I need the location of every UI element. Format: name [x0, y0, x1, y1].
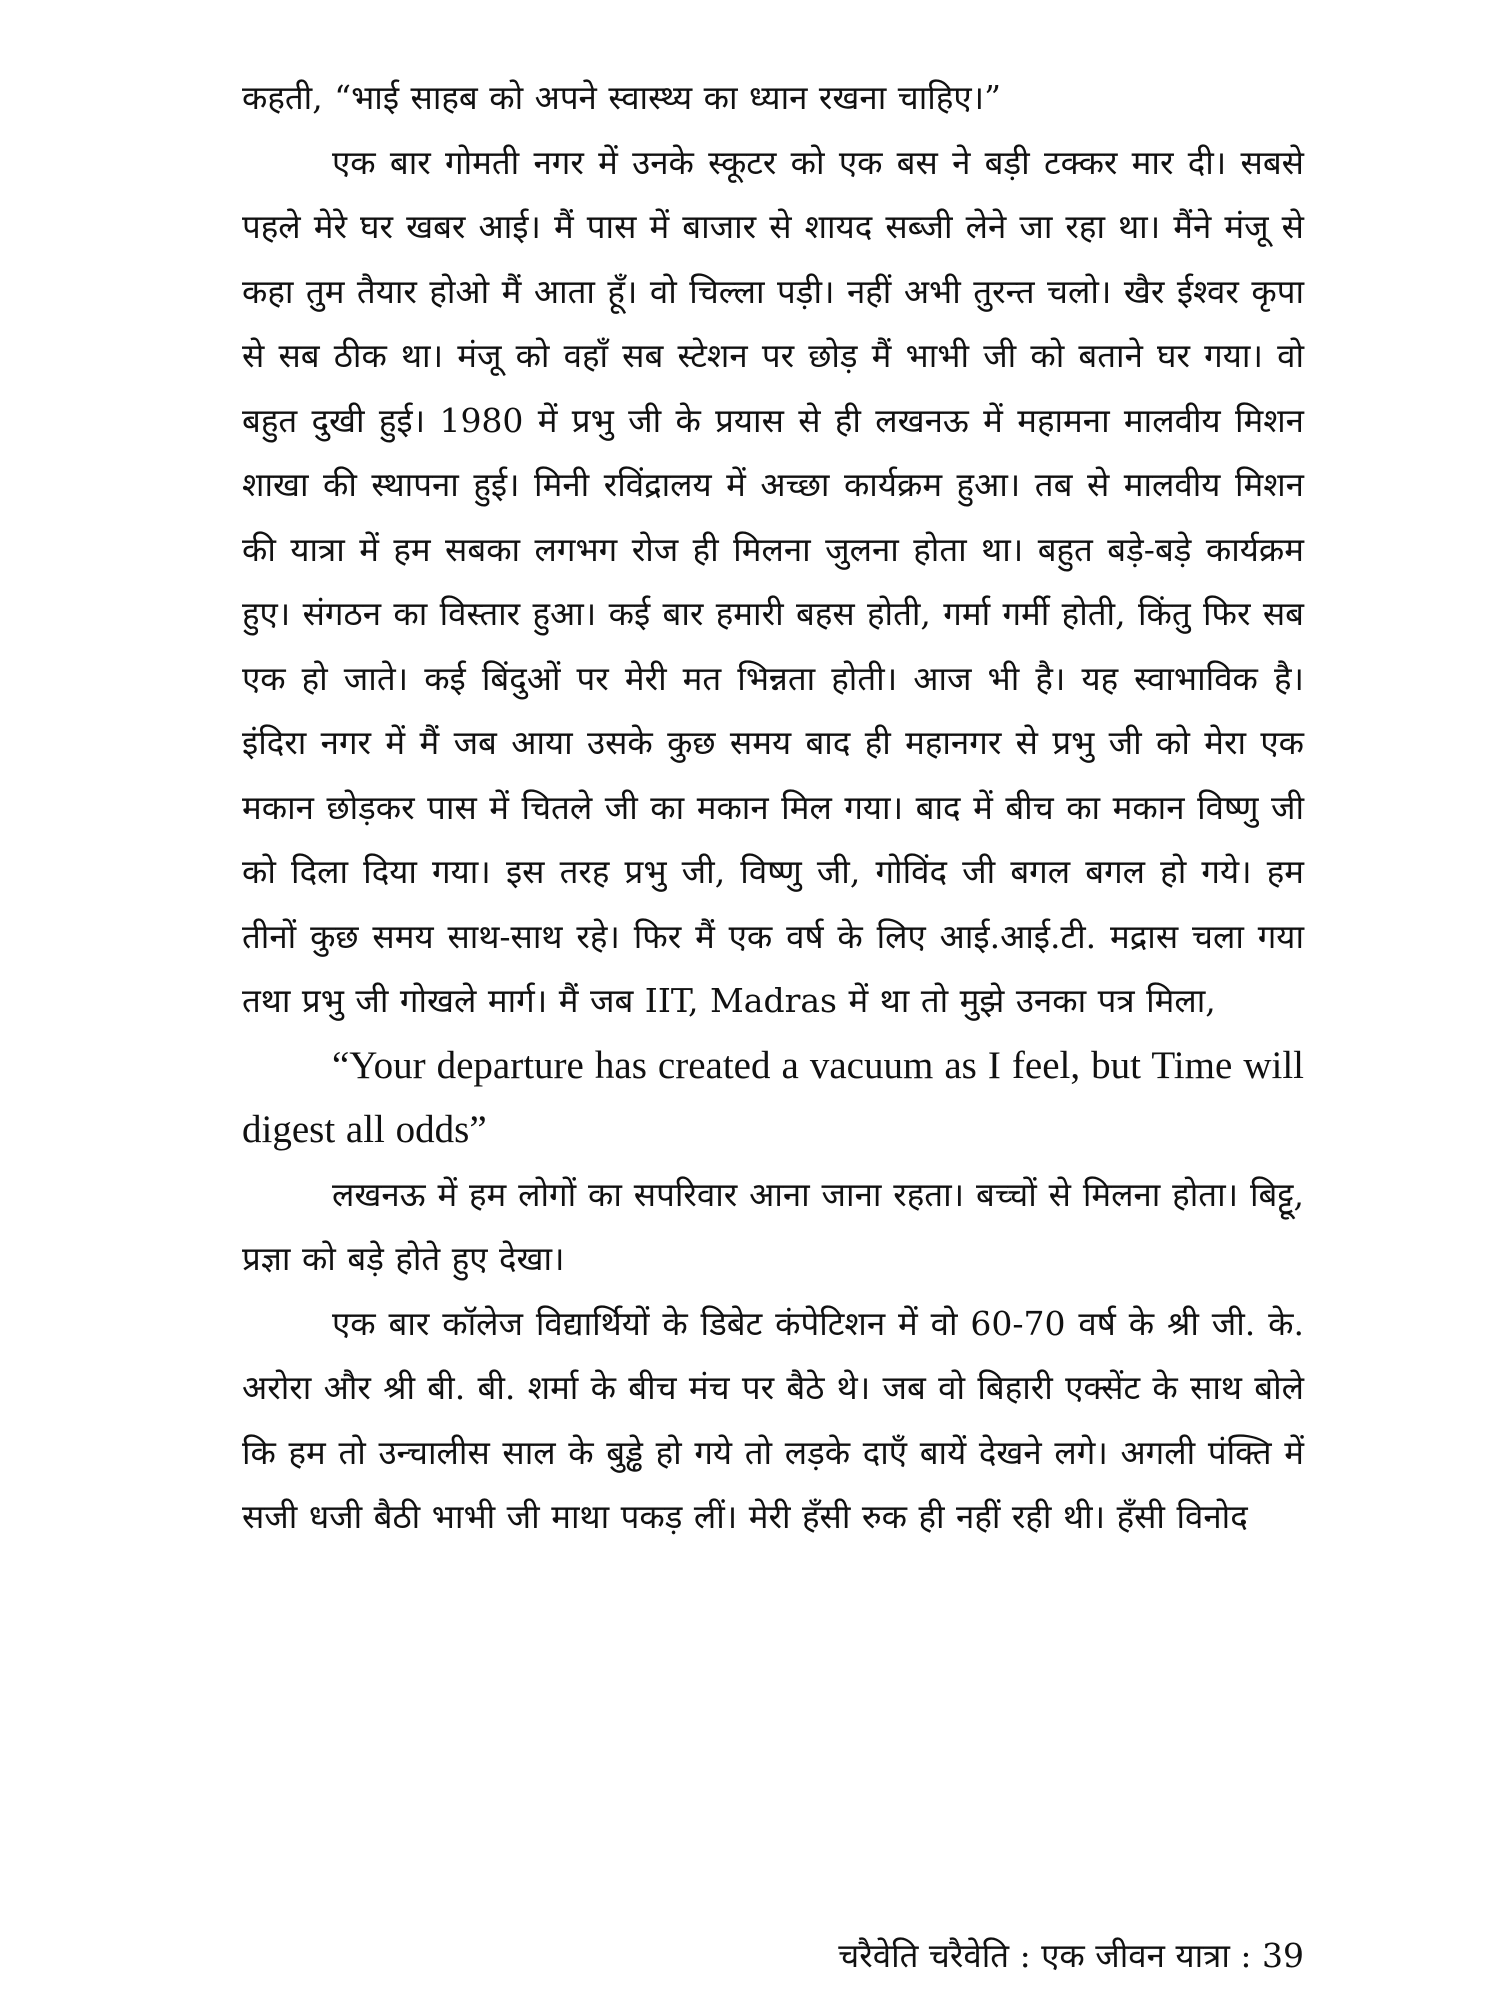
body-text [242, 66, 1304, 1550]
paragraph-4: लखनऊ में हम लोगों का सपरिवार आना जाना रहता। बच्चों से मिलना होता। बिट्टू, प्रज्ञा को बड़े होते हुए देखा। [242, 1174, 1304, 1278]
paragraph-1: कहती, “भाई साहब को अपने स्वास्थ्य का ध्यान रखना चाहिए।” [242, 78, 1001, 117]
paragraph-2: एक बार गोमती नगर में उनके स्कूटर को एक बस ने बड़ी टक्कर मार दी। सबसे पहले मेरे घर खबर आई। मैं पास में बाजार से शायद सब्जी लेने जा रहा था। मैंने मंजू से कहा तुम तैयार होओ मैं आता हूँ। वो चिल्ला पड़ी। नहीं अभी तुरन्त चलो। खैर ईश्वर कृपा से सब ठीक था। मंजू को वहाँ सब स्टेशन पर छोड़ मैं भाभी जी को बताने घर गया। वो बहुत दुखी हुई। 1980 में प्रभु जी के प्रयास से ही लखनऊ में महामना मालवीय मिशन शाखा की स्थापना हुई। मिनी रविंद्रालय में अच्छा कार्यक्रम हुआ। तब से मालवीय मिशन की यात्रा में हम सबका लगभग रोज ही मिलना जुलना होता था। बहुत बड़े-बड़े कार्यक्रम हुए। संगठन का विस्तार हुआ। कई बार हमारी बहस होती, गर्मा गर्मी होती, किंतु फिर सब एक हो जाते। कई बिंदुओं पर मेरी मत भिन्नता होती। आज भी है। यह स्वाभाविक है। इंदिरा नगर में मैं जब आया उसके कुछ समय बाद ही महानगर से प्रभु जी को मेरा एक मकान छोड़कर पास में चितले जी का मकान मिल गया। बाद में बीच का मकान विष्णु जी को दिला दिया गया। इस तरह प्रभु जी, विष्णु जी, गोविंद जी बगल बगल हो गये। हम तीनों कुछ समय साथ-साथ रहे। फिर मैं एक वर्ष के लिए आई.आई.टी. मद्रास चला गया तथा प्रभु जी गोखले मार्ग। मैं जब IIT, Madras में था तो मुझे उनका पत्र मिला, [242, 142, 1304, 1020]
page-footer: चरैवेति चरैवेति : एक जीवन यात्रा : 39 [838, 1936, 1304, 1975]
paragraph-3-letter-quote: “Your departure has created a vacuum as I feel, but Time will digest all odds” [242, 1043, 1304, 1151]
paragraph-5: एक बार कॉलेज विद्यार्थियों के डिबेट कंपेटिशन में वो 60-70 वर्ष के श्री जी. के. अरोरा और श्री बी. बी. शर्मा के बीच मंच पर बैठे थे। जब वो बिहारी एक्सेंट के साथ बोले कि हम तो उन्चालीस साल के बुड्ढे हो गये तो लड़के दाएँ बायें देखने लगे। अगली पंक्ति में सजी धजी बैठी भाभी जी माथा पकड़ लीं। मेरी हँसी रुक ही नहीं रही थी। हँसी विनोद [242, 1303, 1304, 1536]
